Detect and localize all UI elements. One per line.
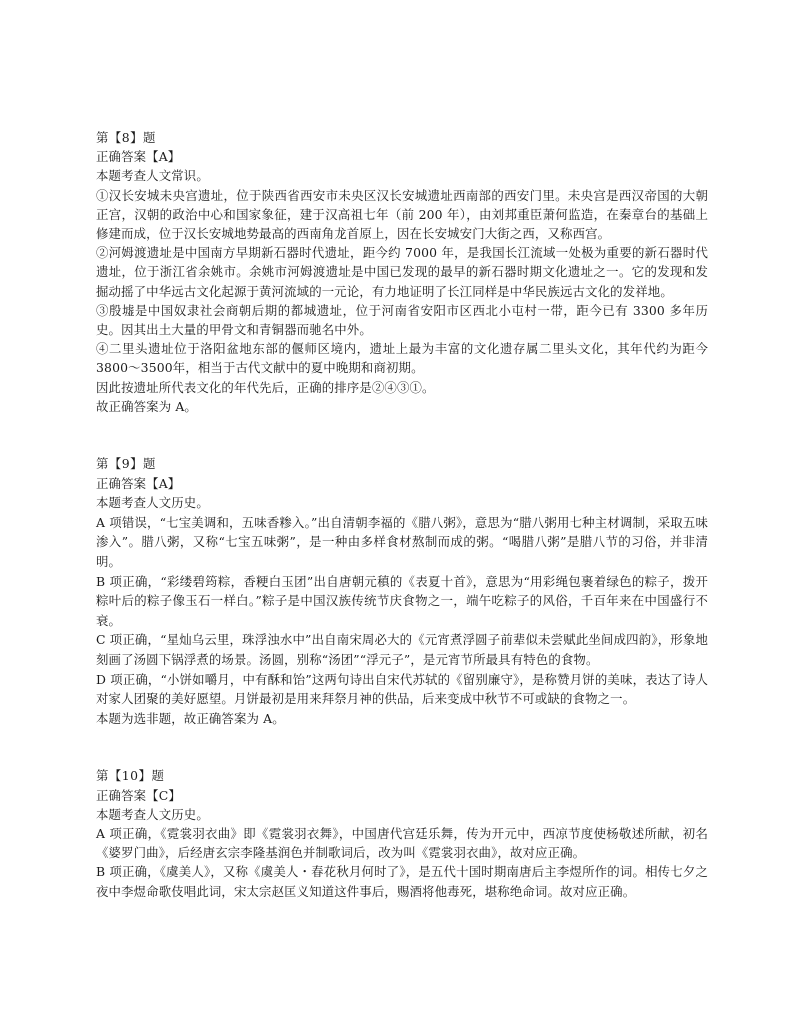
question-number: 第【10】题 <box>96 768 165 784</box>
explanation-paragraph: ②河姆渡遗址是中国南方早期新石器时代遗址，距今约 7000 年，是我国长江流域一处极为重要的新石器时代遗址，位于浙江省余姚市。余姚市河姆渡遗址是中国已发现的最早的新石器时期文化遗址之一。它的发现和发掘动摇了中华远古文化起源于黄河流域的一元论，有力地证明了长江同样是中华民族远古文化的发祥地。 <box>96 245 708 299</box>
document-page <box>96 128 708 901</box>
question-number: 第【9】题 <box>96 456 156 472</box>
explanation-paragraph: B 项正确，“彩缕碧筠粽，香粳白玉团”出自唐朝元稹的《表夏十首》，意思为“用彩绳包裹着绿色的粽子，拨开粽叶后的粽子像玉石一样白。”粽子是中国汉族传统节庆食物之一，端午吃粽子的风俗，千百年来在中国盛行不衰。 <box>96 573 708 628</box>
correct-answer: 正确答案【C】 <box>96 787 181 803</box>
explanation-paragraph: ③殷墟是中国奴隶社会商朝后期的都城遗址，位于河南省安阳市区西北小屯村一带，距今已有 3300 多年历史。因其出土大量的甲骨文和青铜器而驰名中外。 <box>96 302 708 338</box>
final-answer-line: 本题为选非题，故正确答案为 A。 <box>96 710 285 726</box>
explanation-paragraph: A 项错误，“七宝美调和，五味香糁入。”出自清朝李福的《腊八粥》，意思为“腊八粥用七种主材调制，采取五味渗入”。腊八粥，又称“七宝五味粥”，是一种由多样食材熬制而成的粥。“喝腊八粥”是腊八节的习俗，并非清明。 <box>96 514 708 570</box>
explanation-paragraph: D 项正确，“小饼如嚼月，中有酥和饴”这两句诗出自宋代苏轼的《留别廉守》，是称赞月饼的美味，表达了诗人对家人团聚的美好愿望。月饼最初是用来拜祭月神的供品，后来变成中秋节不可或缺的食物之一。 <box>96 671 708 707</box>
answer-section-10 <box>96 766 708 900</box>
topic-line: 本题考查人文历史。 <box>96 806 209 822</box>
explanation-paragraph: C 项正确，“星灿乌云里，珠浮浊水中”出自南宋周必大的《元宵煮浮圆子前辈似未尝赋此坐间成四韵》，形象地刻画了汤圆下锅浮煮的场景。汤圆，别称“汤团”“浮元子”，是元宵节所最具有特色的食物。 <box>96 632 708 667</box>
question-number: 第【8】题 <box>96 130 156 145</box>
answer-section-9 <box>96 454 708 728</box>
explanation-paragraph: ④二里头遗址位于洛阳盆地东部的偃师区境内，遗址上最为丰富的文化遗存属二里头文化，其年代约为距今3800～3500年，相当于古代文献中的夏中晚期和商初期。 <box>96 341 708 376</box>
topic-line: 本题考查人文历史。 <box>96 495 209 511</box>
explanation-paragraph: B 项正确，《虞美人》，又称《虞美人・春花秋月何时了》，是五代十国时期南唐后主李煜所作的词。相传七夕之夜中李煜命歌伎唱此词，宋太宗赵匡义知道这件事后，赐酒将他毒死，堪称绝命词。故对应正确。 <box>96 864 708 899</box>
explanation-paragraph: ①汉长安城未央宫遗址，位于陕西省西安市未央区汉长安城遗址西南部的西安门里。未央宫是西汉帝国的大朝正宫，汉朝的政治中心和国家象征，建于汉高祖七年（前 200 年），由刘邦重臣萧何监造，在秦章台的基础上修建而成，位于汉长安城地势最高的西南角龙首原上，因在长安城安门大街之西，又称西宫。 <box>96 187 708 242</box>
correct-answer: 正确答案【A】 <box>96 475 181 491</box>
answer-section-8 <box>96 128 708 416</box>
explanation-paragraph: A 项正确，《霓裳羽衣曲》即《霓裳羽衣舞》，中国唐代宫廷乐舞，传为开元中，西凉节度使杨敬述所献，初名《婆罗门曲》，后经唐玄宗李隆基润色并制歌词后，改为叫《霓裳羽衣曲》，故对应正确。 <box>96 825 708 861</box>
correct-answer: 正确答案【A】 <box>96 149 181 165</box>
topic-line: 本题考查人文常识。 <box>96 168 209 184</box>
conclusion-line: 因此按遗址所代表文化的年代先后，正确的排序是②④③①。 <box>96 379 435 395</box>
final-answer-line: 故正确答案为 A。 <box>96 398 197 414</box>
